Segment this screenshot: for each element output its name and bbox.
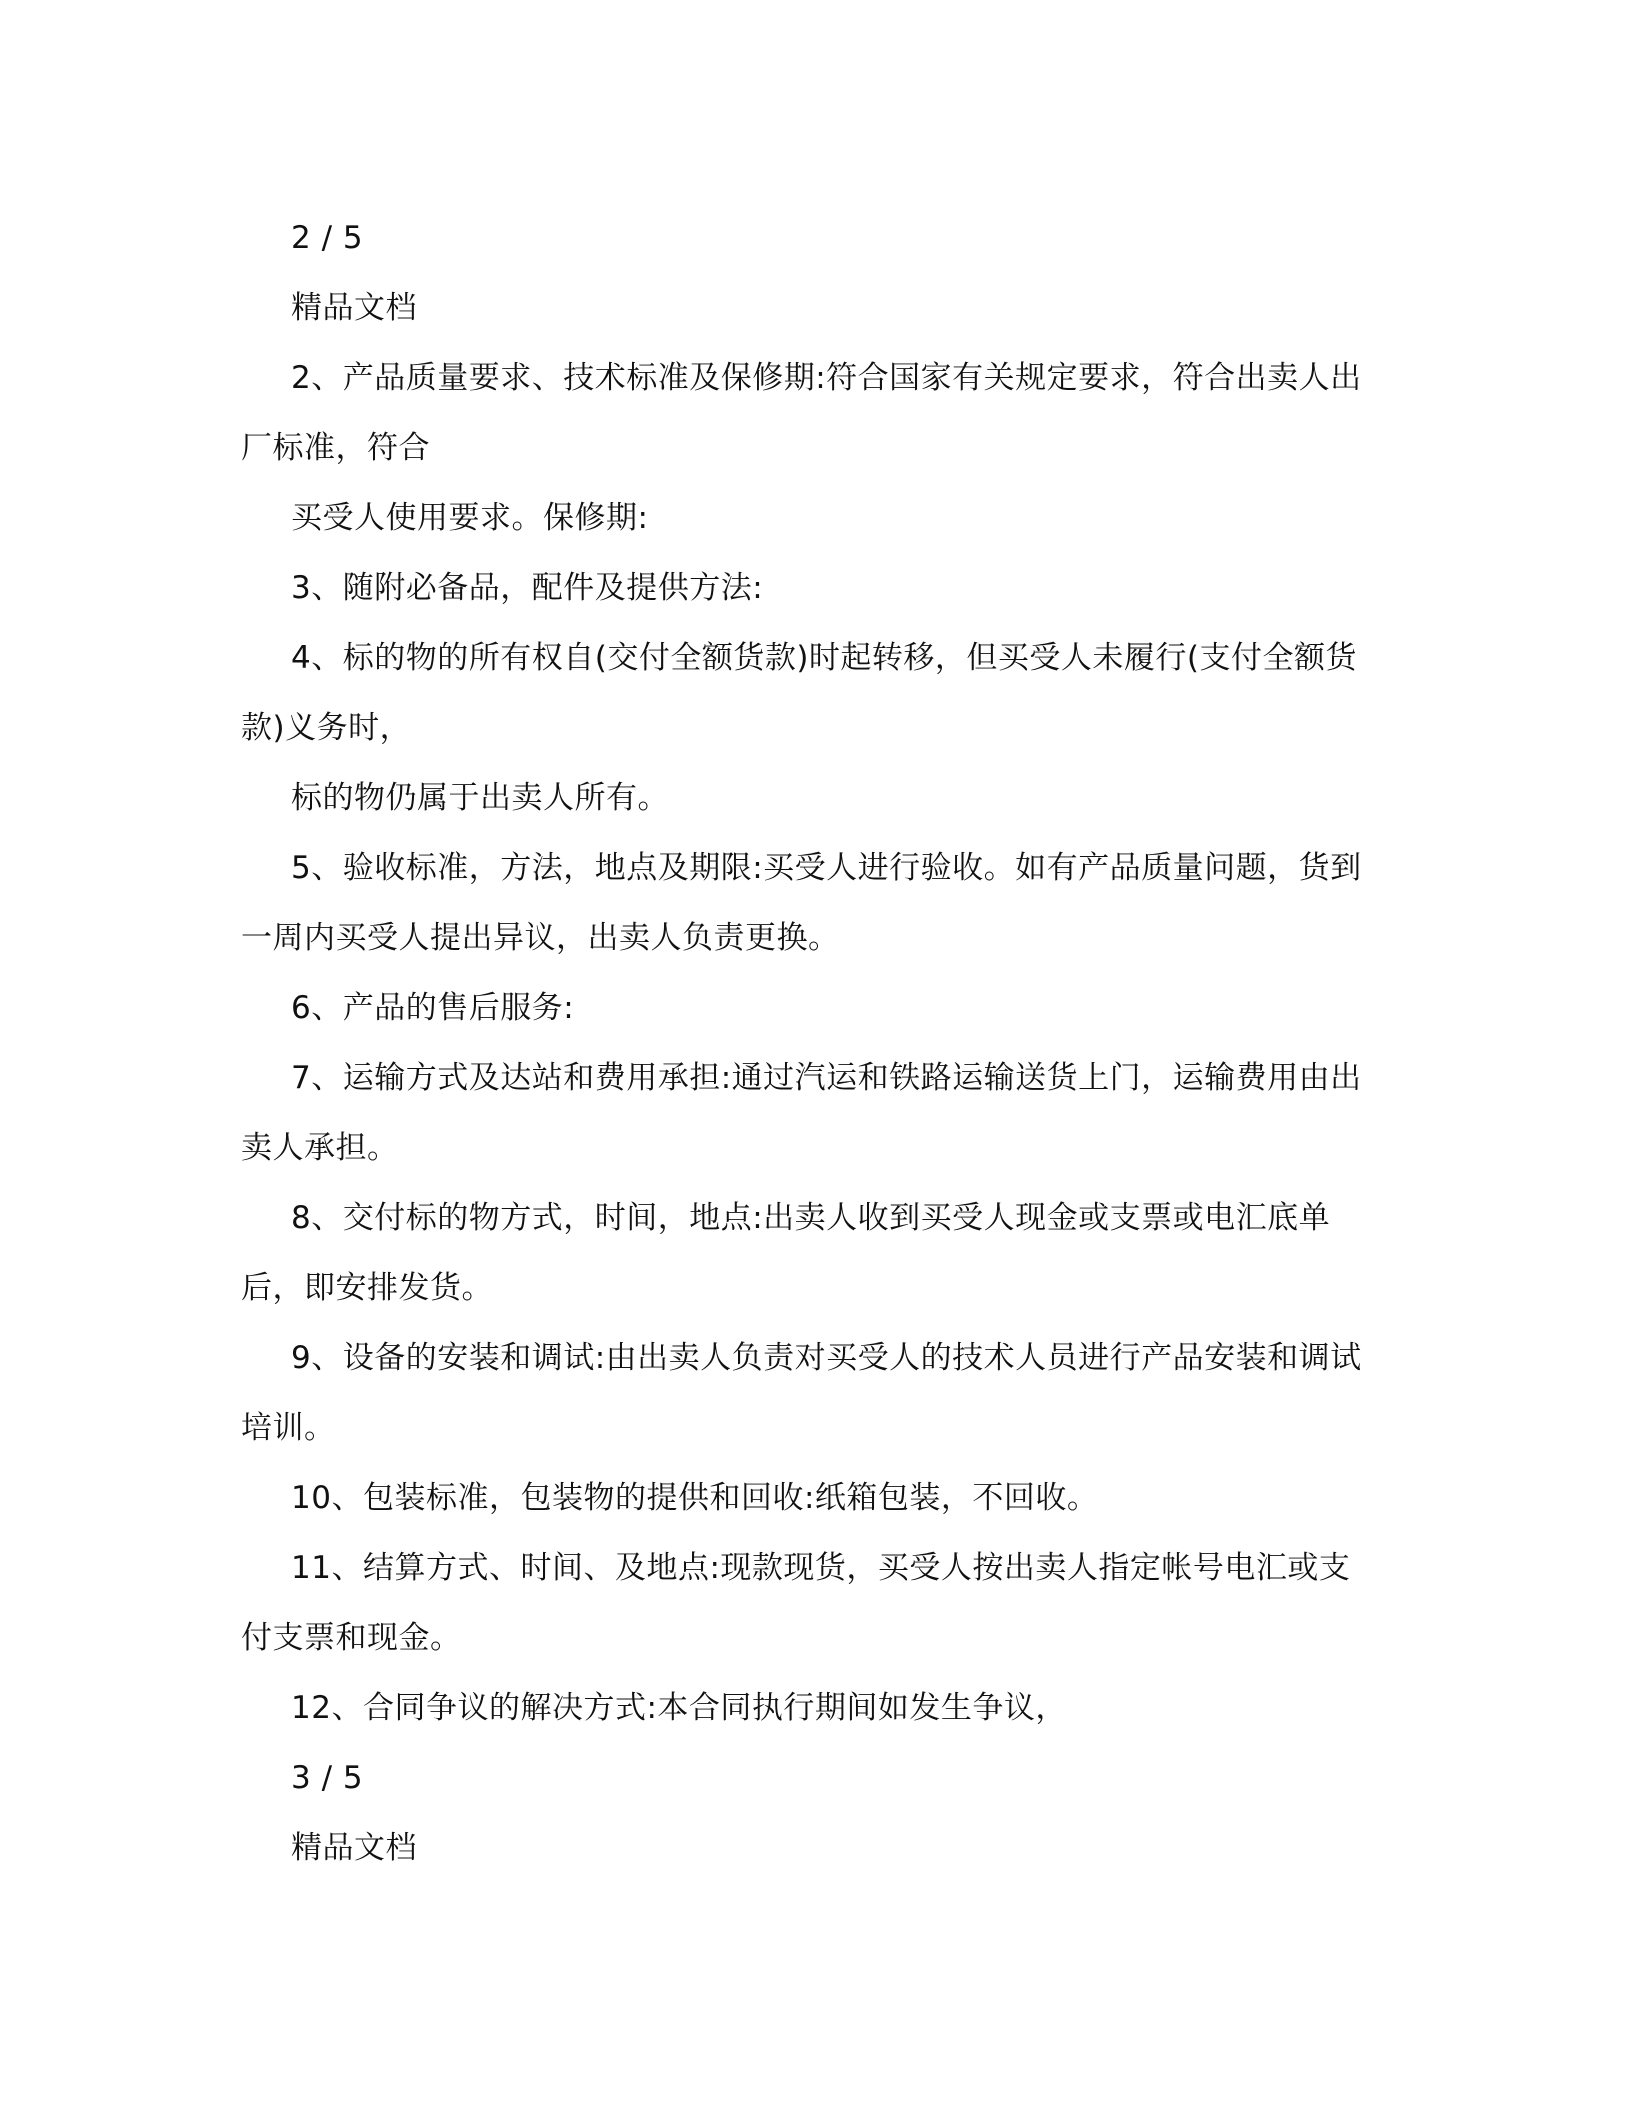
clause-7-line-2: 卖人承担。	[241, 1130, 399, 1166]
clause-4-line-2: 款)义务时，	[241, 710, 412, 746]
clause-8-line-2: 后，即安排发货。	[241, 1270, 493, 1306]
doc-label-bottom: 精品文档	[291, 1830, 417, 1866]
document-body	[241, 203, 1386, 1883]
clause-9-line-1: 9、设备的安装和调试:由出卖人负责对买受人的技术人员进行产品安装和调试	[291, 1340, 1362, 1376]
clause-12: 12、合同争议的解决方式:本合同执行期间如发生争议，	[291, 1690, 1067, 1726]
page-number-top: 2 / 5	[291, 220, 364, 256]
clause-5-line-1: 5、验收标准，方法，地点及期限:买受人进行验收。如有产品质量问题，货到	[291, 850, 1362, 886]
clause-10: 10、包装标准，包装物的提供和回收:纸箱包装，不回收。	[291, 1480, 1099, 1516]
clause-4-line-3: 标的物仍属于出卖人所有。	[291, 780, 669, 816]
clause-7-line-1: 7、运输方式及达站和费用承担:通过汽运和铁路运输送货上门，运输费用由出	[291, 1060, 1362, 1096]
clause-6: 6、产品的售后服务:	[291, 990, 575, 1026]
clause-2-line-3: 买受人使用要求。保修期:	[291, 500, 649, 536]
clause-8-line-1: 8、交付标的物方式，时间，地点:出卖人收到买受人现金或支票或电汇底单	[291, 1200, 1331, 1236]
doc-label-top: 精品文档	[291, 290, 417, 326]
clause-5-line-2: 一周内买受人提出异议，出卖人负责更换。	[241, 920, 840, 956]
clause-11-line-2: 付支票和现金。	[241, 1620, 462, 1656]
clause-9-line-2: 培训。	[241, 1410, 336, 1446]
clause-2-line-1: 2、产品质量要求、技术标准及保修期:符合国家有关规定要求，符合出卖人出	[291, 360, 1362, 396]
clause-11-line-1: 11、结算方式、时间、及地点:现款现货，买受人按出卖人指定帐号电汇或支	[291, 1550, 1351, 1586]
clause-2-line-2: 厂标准，符合	[241, 430, 430, 466]
page-number-bottom: 3 / 5	[291, 1760, 364, 1796]
clause-4-line-1: 4、标的物的所有权自(交付全额货款)时起转移，但买受人未履行(支付全额货	[291, 640, 1358, 676]
clause-3: 3、随附必备品，配件及提供方法:	[291, 570, 764, 606]
